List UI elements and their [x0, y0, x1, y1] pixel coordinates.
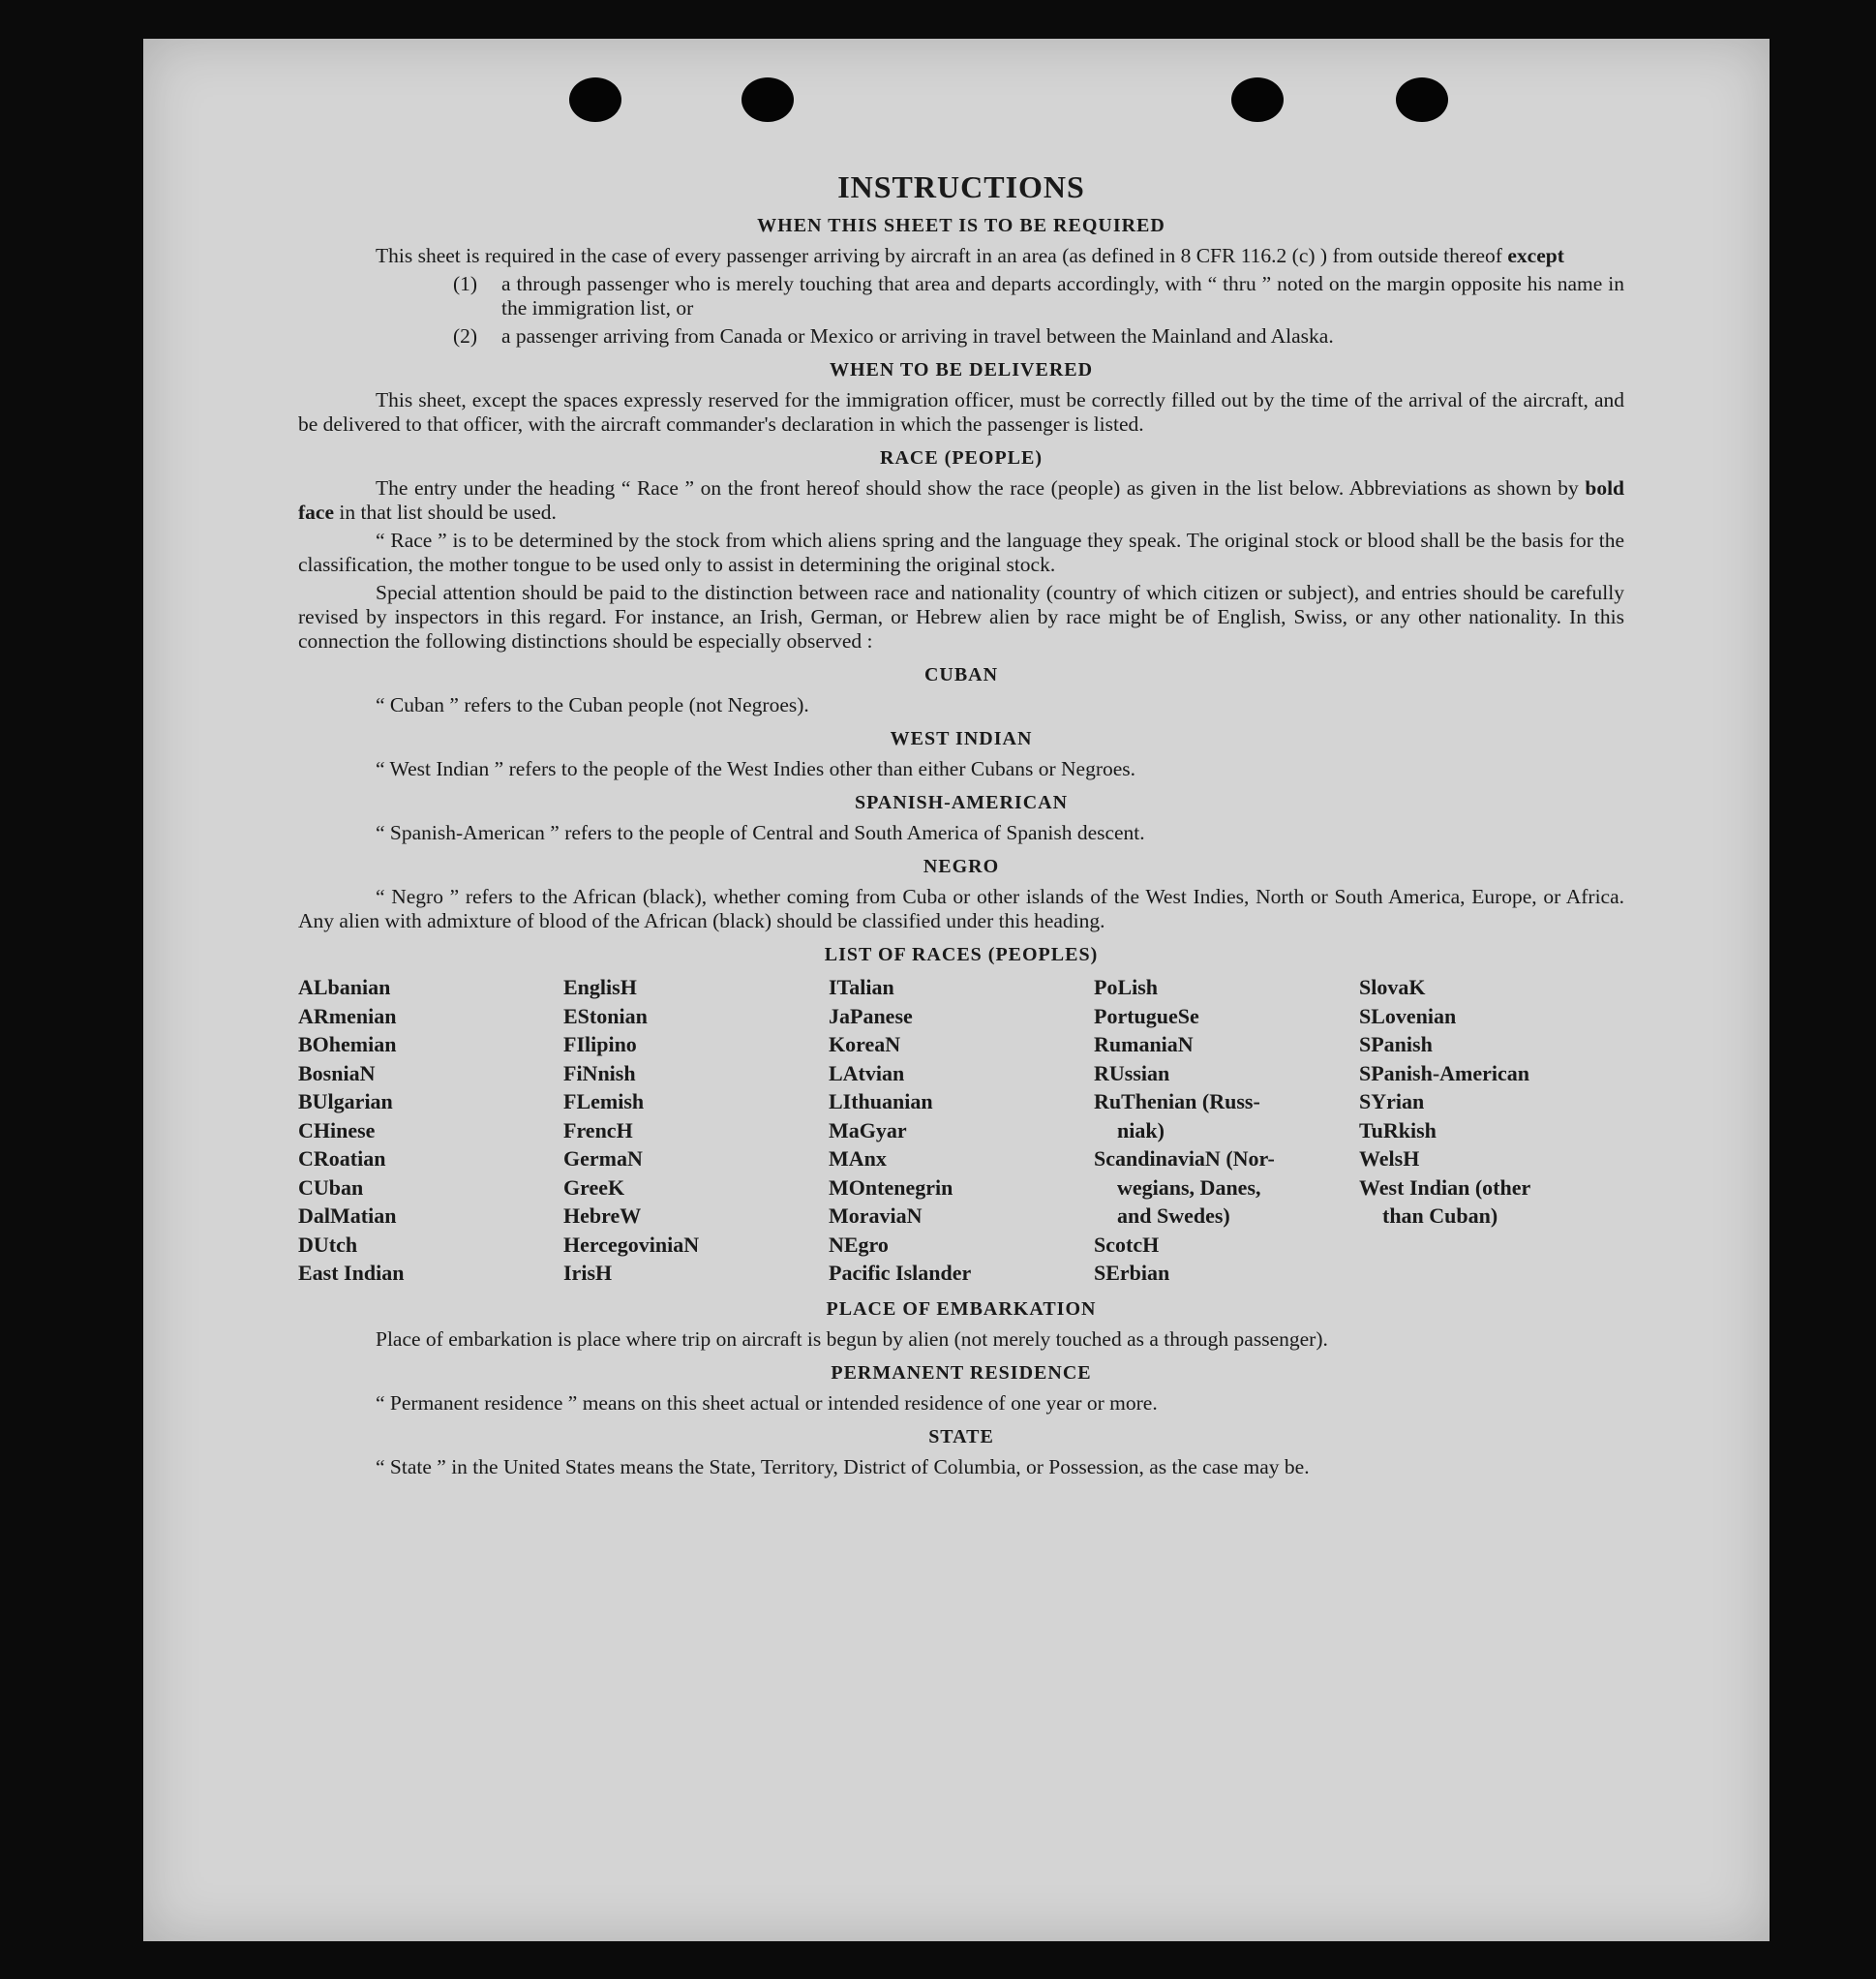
heading-west-indian: WEST INDIAN — [890, 728, 1033, 749]
required-except: except — [1507, 244, 1564, 267]
race-entry: West Indian (other — [1359, 1174, 1531, 1200]
race-entry: MOntenegrin — [829, 1174, 953, 1200]
race-entry: HercegoviniaN — [563, 1232, 700, 1257]
spanish-american-text: “ Spanish-American ” refers to the people of Central and South America of Spanish descent. — [376, 821, 1145, 844]
races-list — [298, 973, 1624, 1288]
heading-negro: NEGRO — [923, 856, 1000, 877]
race-entry: BOhemian — [298, 1032, 397, 1056]
race-paragraph-1 — [298, 476, 1624, 525]
race-entry: CRoatian — [298, 1146, 386, 1171]
race-entry-continued: than Cuban) — [1382, 1203, 1498, 1228]
required-intro-text: This sheet is required in the case of every passenger arriving by aircraft in an area (as defined in 8 CFR 116.2 (c) ) from outside thereof — [376, 244, 1502, 267]
race-entry: GreeK — [563, 1174, 625, 1200]
instructions-content — [298, 169, 1624, 1483]
heading-permanent-residence: PERMANENT RESIDENCE — [831, 1361, 1092, 1384]
cuban-text: “ Cuban ” refers to the Cuban people (not Negroes). — [376, 693, 809, 716]
race-paragraph-3: Special attention should be paid to the distinction between race and nationality (country of which citizen or subject), and entries should be carefully revised by inspectors in this regard. For instance, an Irish, German, or Hebrew alien by race might be of English, Swiss, or any other nationality. In this connection the following distinctions should be especially observed : — [298, 581, 1624, 653]
exception-item — [453, 324, 1624, 349]
race-entry: BUlgarian — [298, 1089, 393, 1113]
negro-text: “ Negro ” refers to the African (black), whether coming from Cuba or other islands of the West Indies, North or South America, Europe, or Africa. Any alien with admixture of blood of the African (black) should be classified under this heading. — [298, 885, 1624, 932]
race-entry: SPanish — [1359, 1032, 1433, 1056]
race-entry: RumaniaN — [1094, 1032, 1194, 1056]
heading-embarkation: PLACE OF EMBARKATION — [826, 1297, 1097, 1320]
race-entry: MAnx — [829, 1146, 887, 1171]
race-entry: MoraviaN — [829, 1203, 923, 1228]
race-entry: FiNnish — [563, 1060, 636, 1085]
race-entry: East Indian — [298, 1261, 405, 1285]
delivered-text: This sheet, except the spaces expressly reserved for the immigration officer, must be correctly filled out by the time of the arrival of the aircraft, and be delivered to that officer, with the aircraft commander's declaration in which the passenger is listed. — [298, 388, 1624, 436]
race-entry: JaPanese — [829, 1003, 913, 1028]
race-entry: HebreW — [563, 1203, 642, 1228]
races-column — [1094, 973, 1359, 1288]
race-entry: GermaN — [563, 1146, 643, 1171]
race-entry: FIlipino — [563, 1032, 637, 1056]
race-entry: MaGyar — [829, 1117, 907, 1142]
races-column — [298, 973, 563, 1288]
race-entry: SErbian — [1094, 1261, 1170, 1285]
race-entry: PoLish — [1094, 975, 1159, 999]
race-entry: CUban — [298, 1174, 364, 1200]
punch-hole — [569, 77, 621, 122]
race-entry: EnglisH — [563, 975, 637, 999]
heading-list-of-races: LIST OF RACES (PEOPLES) — [824, 944, 1099, 965]
race-entry: NEgro — [829, 1232, 889, 1257]
race-entry: DalMatian — [298, 1203, 397, 1228]
embarkation-text: Place of embarkation is place where trip on aircraft is begun by alien (not merely touched as a through passenger). — [376, 1326, 1328, 1351]
race-entry: FLemish — [563, 1089, 645, 1113]
heading-when-delivered: WHEN TO BE DELIVERED — [829, 359, 1094, 381]
race-entry: CHinese — [298, 1117, 376, 1142]
heading-state: STATE — [928, 1425, 994, 1447]
race-entry: SYrian — [1359, 1089, 1425, 1113]
race-entry: SPanish-American — [1359, 1060, 1529, 1085]
race-entry: ScotcH — [1094, 1232, 1160, 1257]
race-entry-continued: and Swedes) — [1117, 1203, 1230, 1228]
race-entry: IrisH — [563, 1261, 613, 1285]
page-title: INSTRUCTIONS — [837, 169, 1085, 204]
state-text: “ State ” in the United States means the State, Territory, District of Columbia, or Possession, as the case may be. — [376, 1454, 1310, 1478]
race-p1-b: in that list should be used. — [339, 501, 557, 524]
races-column — [829, 973, 1094, 1288]
residence-text: “ Permanent residence ” means on this sheet actual or intended residence of one year or more. — [376, 1390, 1158, 1415]
race-entry-continued: niak) — [1117, 1117, 1165, 1142]
race-entry: ALbanian — [298, 975, 391, 999]
race-entry: EStonian — [563, 1003, 648, 1028]
race-entry: WelsH — [1359, 1146, 1420, 1171]
race-entry: LIthuanian — [829, 1089, 933, 1113]
race-entry: SlovaK — [1359, 975, 1426, 999]
race-p1-a: The entry under the heading “ Race ” on the front hereof should show the race (people) as given in the list below. Abbreviations as shown by — [376, 476, 1579, 500]
punch-hole — [1396, 77, 1448, 122]
race-entry: DUtch — [298, 1232, 358, 1257]
race-p1-bold: bold face — [298, 476, 1624, 524]
punch-hole — [741, 77, 794, 122]
race-entry-continued: wegians, Danes, — [1117, 1174, 1261, 1200]
exception-list — [453, 272, 1624, 349]
heading-cuban: CUBAN — [923, 664, 999, 685]
exception-text: a through passenger who is merely touching that area and departs accordingly, with “ thru ” noted on the margin opposite his name in the immigration list, or — [501, 272, 1624, 320]
heading-when-required: WHEN THIS SHEET IS TO BE REQUIRED — [757, 215, 1165, 236]
race-entry: PortugueSe — [1094, 1003, 1199, 1028]
race-entry: RUssian — [1094, 1060, 1170, 1085]
exception-number: (1) — [453, 272, 478, 295]
west-indian-text: “ West Indian ” refers to the people of the West Indies other than either Cubans or Negroes. — [376, 757, 1136, 780]
races-column — [1359, 973, 1624, 1288]
race-entry: ITalian — [829, 975, 894, 999]
exception-number: (2) — [453, 324, 478, 348]
race-paragraph-2: “ Race ” is to be determined by the stock from which aliens spring and the language they speak. The original stock or blood shall be the basis for the classification, the mother tongue to be used only to assist in determining the original stock. — [298, 529, 1624, 576]
race-entry: ARmenian — [298, 1003, 397, 1028]
required-intro — [298, 244, 1624, 268]
exception-text: a passenger arriving from Canada or Mexico or arriving in travel between the Mainland and Alaska. — [501, 324, 1334, 348]
race-entry: FrencH — [563, 1117, 633, 1142]
race-entry: Pacific Islander — [829, 1261, 972, 1285]
race-entry: BosniaN — [298, 1060, 376, 1085]
race-entry: KoreaN — [829, 1032, 901, 1056]
punch-hole — [1231, 77, 1284, 122]
document-sheet — [143, 39, 1770, 1941]
exception-item — [453, 272, 1624, 320]
heading-race: RACE (PEOPLE) — [880, 447, 1043, 469]
race-entry: SLovenian — [1359, 1003, 1457, 1028]
race-entry: ScandinaviaN (Nor- — [1094, 1146, 1275, 1171]
races-column — [563, 973, 829, 1288]
heading-spanish-american: SPANISH-AMERICAN — [854, 792, 1069, 813]
race-entry: RuThenian (Russ- — [1094, 1089, 1260, 1113]
race-entry: LAtvian — [829, 1060, 905, 1085]
race-entry: TuRkish — [1359, 1117, 1437, 1142]
